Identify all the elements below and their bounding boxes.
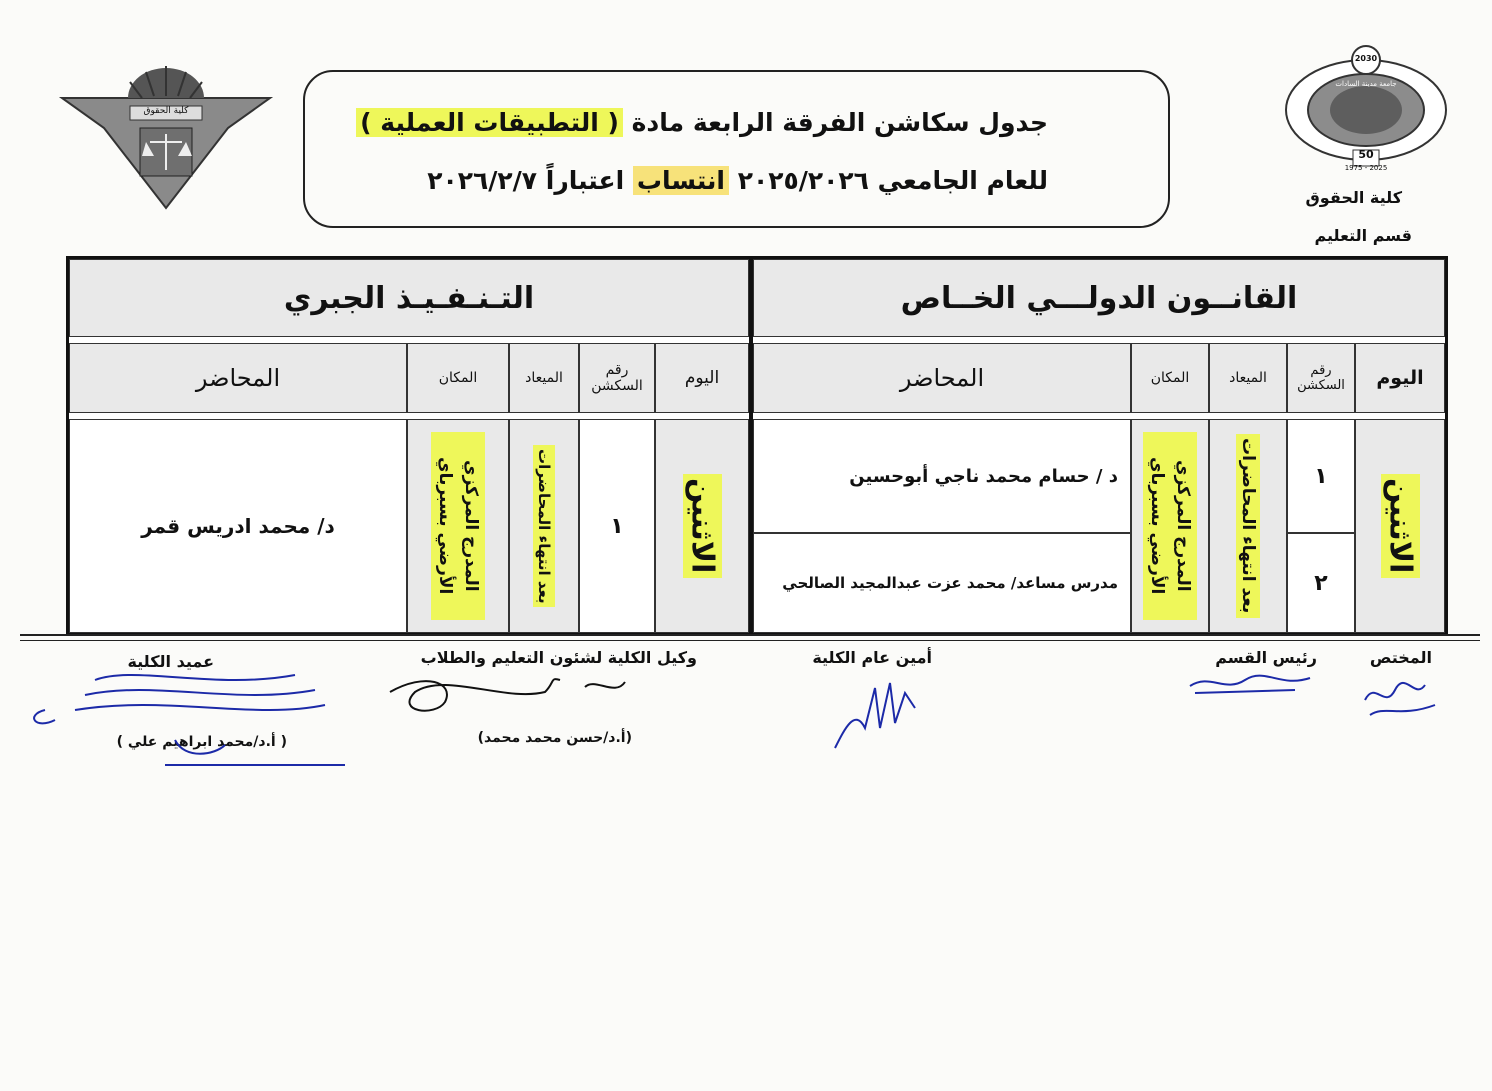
vice-dean-label: وكيل الكلية لشئون التعليم والطلاب (420, 648, 697, 667)
title-subject: ( التطبيقات العملية ) (356, 108, 623, 137)
divider-line (20, 634, 1480, 636)
schedule-table-forced-execution (66, 256, 752, 636)
lecturer-cell-1: د / حسام محمد ناجي أبوحسين (753, 419, 1131, 533)
specialist-signature (1355, 670, 1445, 720)
right-logo-year: 50 (1358, 148, 1374, 161)
lecturer-cell-2: مدرس مساعد/ محمد عزت عبدالمجيد الصالحي (753, 533, 1131, 633)
lecturer-cell: د/ محمد ادريس قمر (69, 419, 407, 633)
col-lecturer: المحاضر (69, 343, 407, 413)
col-day: اليوم (655, 343, 749, 413)
right-logo-years: 1975 - 2025 (1344, 164, 1388, 172)
dean-signature (15, 660, 345, 770)
dean-name: ( أ.د/محمد ابراهيم علي ) (116, 734, 287, 750)
col-place: المكان (1131, 343, 1209, 413)
right-logo-text: جامعة مدينة السادات (1335, 80, 1397, 88)
divider-line (20, 640, 1480, 641)
title-box (303, 70, 1170, 228)
time-cell: بعد انتهاء المحاضرات (509, 419, 579, 633)
day-cell: الاثنين (655, 419, 749, 633)
left-logo-text: كلية الحقوق (143, 106, 189, 116)
title-line-1 (356, 108, 1048, 137)
secretary-general-label: أمين عام الكلية (812, 648, 932, 667)
subject-title: التـنـفـيـذ الجبري (283, 280, 535, 316)
effective-date: اعتباراً ٢٠٢٦/٢/٧ (427, 166, 625, 195)
head-of-department-label: رئيس القسم (1215, 648, 1317, 667)
specialist-label: المختص (1369, 648, 1432, 667)
section-cell: ١ (579, 419, 655, 633)
place-cell: المدرج المركزي الأرضي بسبرباي (407, 419, 509, 633)
dean-label: عميد الكلية (127, 652, 214, 671)
head-of-department-signature (1185, 668, 1315, 698)
secretary-general-signature (825, 668, 925, 758)
col-time: الميعاد (1209, 343, 1287, 413)
col-day: اليوم (1355, 343, 1445, 413)
faculty-logo-left (58, 58, 274, 210)
time-cell: بعد انتهاء المحاضرات (1209, 419, 1287, 633)
section-cell-1: ١ (1287, 419, 1355, 533)
subject-header (753, 259, 1445, 337)
day-cell: الاثنين (1355, 419, 1445, 633)
right-logo-vision: 2030 (1354, 54, 1378, 63)
university-logo-right (1275, 40, 1457, 175)
section-cell-2: ٢ (1287, 533, 1355, 633)
col-section: رقم السكشن (1287, 343, 1355, 413)
academic-year: للعام الجامعي ٢٠٢٥/٢٠٢٦ (737, 166, 1048, 195)
subject-title: القانــون الدولـــي الخــاص (900, 280, 1298, 316)
col-place: المكان (407, 343, 509, 413)
schedule-table-private-international-law (750, 256, 1448, 636)
col-time: الميعاد (509, 343, 579, 413)
title-prefix: جدول سكاشن الفرقة الرابعة مادة (631, 108, 1048, 137)
subject-header (69, 259, 749, 337)
vice-dean-signature (385, 672, 635, 732)
enrollment-type: انتساب (633, 166, 729, 195)
title-line-2 (427, 166, 1048, 195)
vice-dean-name: (أ.د/حسن محمد محمد) (477, 730, 632, 746)
faculty-name: كلية الحقوق (1305, 188, 1402, 207)
col-lecturer: المحاضر (753, 343, 1131, 413)
col-section: رقم السكشن (579, 343, 655, 413)
place-cell: المدرج المركزي الأرضي بسبرباي (1131, 419, 1209, 633)
department-name: قسم التعليم (1314, 226, 1412, 245)
